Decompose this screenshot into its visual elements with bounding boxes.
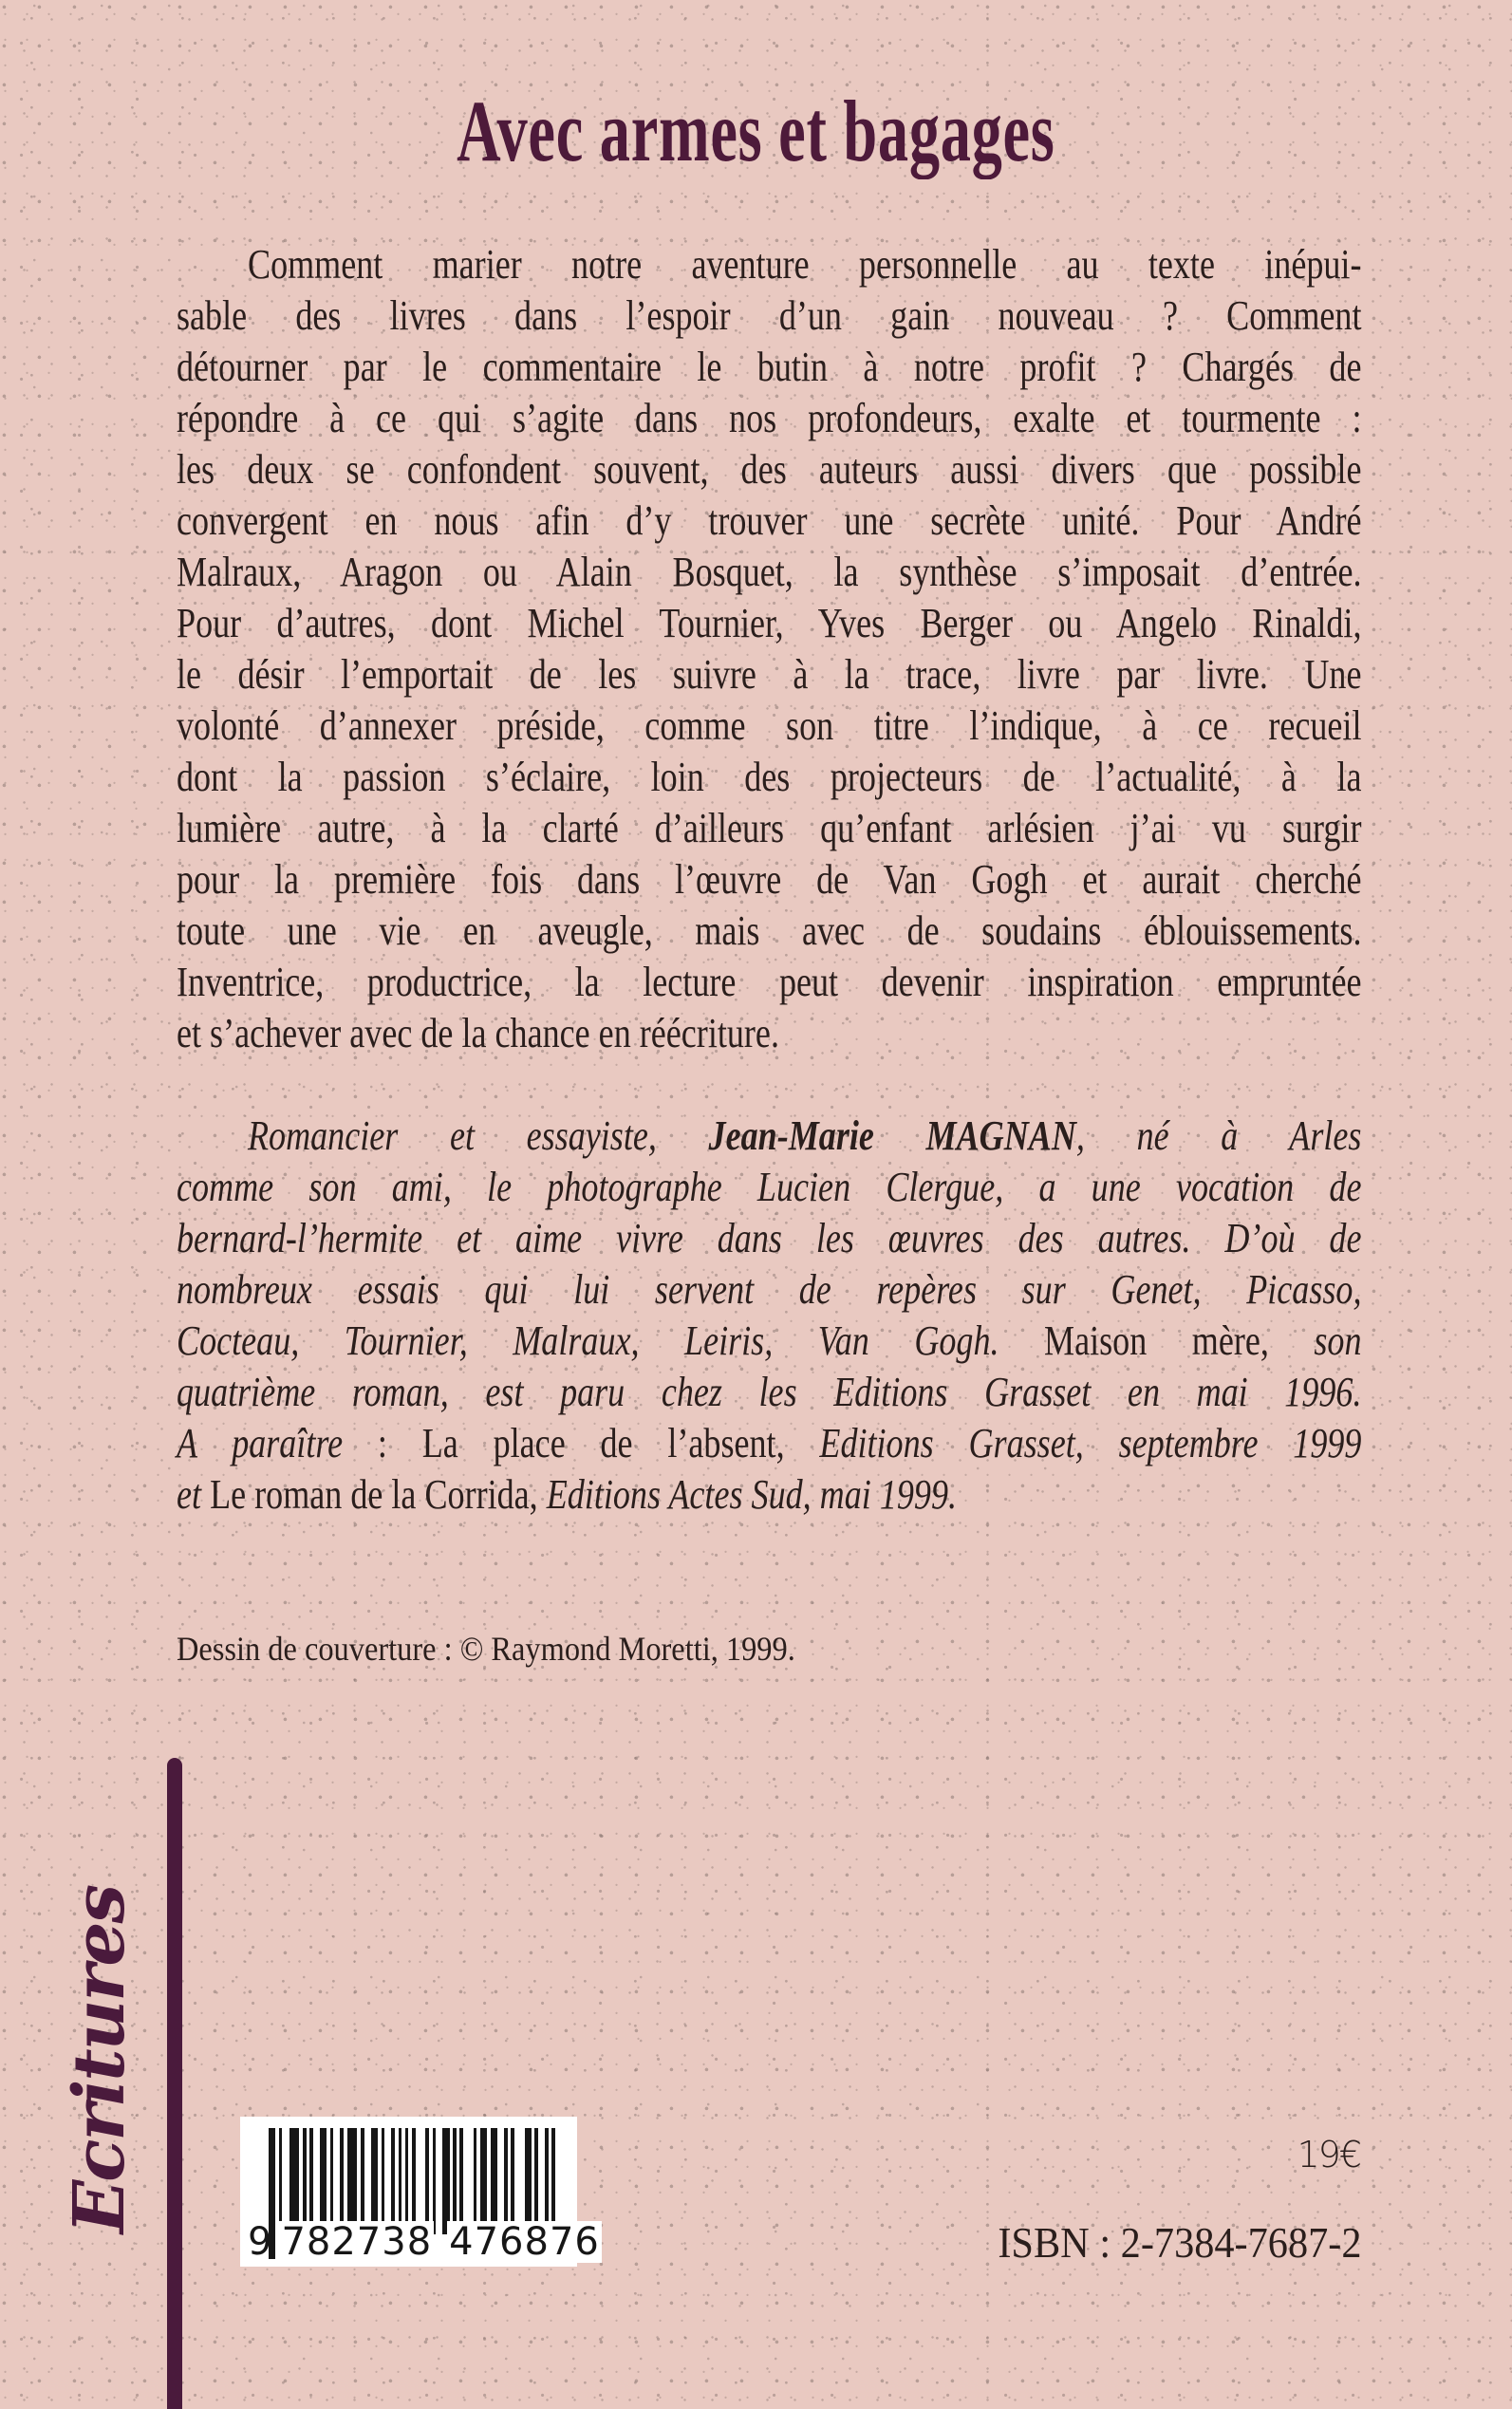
bio-text: Editions Grasset, septembre 1999 — [819, 1420, 1362, 1466]
blurb-line-text: volonté d’annexer préside, comme son titre l’indique, à ce recueil — [177, 702, 1362, 749]
blurb-line — [177, 495, 1361, 547]
blurb-line — [177, 957, 1361, 1008]
barcode-digits — [248, 2220, 600, 2264]
blurb-line — [177, 854, 1361, 906]
bio-text: comme son ami, le photographe Lucien Clergue, a une vocation de — [177, 1164, 1362, 1210]
blurb-line-text: sable des livres dans l’espoir d’un gain nouveau ? Comment — [177, 292, 1362, 339]
blurb-line-text: le désir l’emportait de les suivre à la trace, livre par livre. Une — [177, 651, 1362, 698]
bio-line — [177, 1418, 1361, 1469]
bio-text: , né à Arles — [1075, 1112, 1362, 1159]
blurb-line — [177, 649, 1361, 700]
blurb-line-text: toute une vie en aveugle, mais avec de soudains éblouissements. — [177, 907, 1362, 954]
bio-text: et — [177, 1471, 202, 1518]
book-title-ref: : La place de l’absent, — [343, 1420, 820, 1466]
blurb-line-text: Inventrice, productrice, la lecture peut devenir inspiration empruntée — [177, 959, 1362, 1005]
book-title-text: Avec armes et bagages — [457, 83, 1055, 179]
bio-text: quatrième roman, est paru chez les Editions Grasset en mai 1996. — [177, 1369, 1362, 1415]
barcode-right-group: 476876 — [449, 2220, 600, 2264]
blurb-line — [177, 393, 1361, 444]
blurb-line — [177, 700, 1361, 752]
blurb-line-text: Malraux, Aragon ou Alain Bosquet, la synthèse s’imposait d’entrée. — [177, 549, 1362, 595]
bio-text: Romancier et essayiste, — [248, 1112, 709, 1159]
author-bio — [177, 1111, 1361, 1521]
blurb-line-text: pour la première fois dans l’œuvre de Van Gogh et aurait cherché — [177, 856, 1362, 903]
blurb-line — [177, 598, 1361, 649]
bio-text: Editions Actes Sud, mai 1999. — [546, 1471, 958, 1518]
blurb-line-text: détourner par le commentaire le butin à notre profit ? Chargés de — [177, 344, 1362, 390]
blurb-line — [177, 444, 1361, 495]
author-name: Jean-Marie MAGNAN — [708, 1112, 1076, 1159]
blurb-line — [177, 803, 1361, 854]
blurb-line-text: convergent en nous afin d’y trouver une secrète unité. Pour André — [177, 497, 1362, 544]
blurb-line — [177, 752, 1361, 803]
blurb-line — [177, 547, 1361, 598]
book-title — [0, 84, 1512, 178]
blurb-line — [177, 906, 1361, 957]
blurb-line — [177, 290, 1361, 342]
bio-line — [177, 1111, 1361, 1162]
isbn-text: ISBN : 2-7384-7687-2 — [998, 2218, 1362, 2267]
book-title-ref: Le roman de la Corrida, — [201, 1471, 547, 1518]
bio-line — [177, 1316, 1361, 1367]
bio-line — [177, 1213, 1361, 1264]
blurb-line — [177, 342, 1361, 393]
collection-logo: Ecritures — [59, 1885, 140, 2234]
blurb-line-text: les deux se confondent souvent, des auteurs aussi divers que possible — [177, 446, 1362, 493]
book-title-ref: Maison mère, — [999, 1317, 1315, 1364]
blurb-line-text: lumière autre, à la clarté d’ailleurs qu’enfant arlésien j’ai vu surgir — [177, 805, 1362, 851]
cover-credit-text: Dessin de couverture : © Raymond Moretti, 1999. — [177, 1630, 795, 1668]
bio-text: nombreux essais qui lui servent de repères sur Genet, Picasso, — [177, 1266, 1362, 1313]
collection-logo-bar — [167, 1758, 182, 2409]
bio-line — [177, 1264, 1361, 1316]
price-label: 19€ — [1297, 2134, 1360, 2176]
bio-line — [177, 1367, 1361, 1418]
blurb-line-text: Comment marier notre aventure personnelle au texte inépui- — [248, 241, 1362, 288]
blurb-line-text: répondre à ce qui s’agite dans nos profondeurs, exalte et tourmente : — [177, 395, 1362, 441]
barcode-first-digit: 9 — [248, 2220, 272, 2264]
bio-text: Cocteau, Tournier, Malraux, Leiris, Van Gogh. — [177, 1317, 999, 1364]
blurb-line-text: dont la passion s’éclaire, loin des projecteurs de l’actualité, à la — [177, 754, 1362, 800]
bio-text: bernard-l’hermite et aime vivre dans les œuvres des autres. D’où de — [177, 1215, 1362, 1261]
blurb-line — [177, 239, 1361, 290]
cover-credit — [177, 1628, 864, 1670]
back-cover-blurb — [177, 239, 1361, 1059]
bio-text: A paraître — [177, 1420, 344, 1466]
bio-line — [177, 1469, 1361, 1521]
barcode-left-group: 782738 — [281, 2220, 433, 2264]
bio-text: son — [1314, 1317, 1362, 1364]
ean-barcode — [240, 2117, 600, 2267]
bio-line — [177, 1162, 1361, 1213]
blurb-line-text: et s’achever avec de la chance en réécriture. — [177, 1010, 779, 1056]
isbn-label — [966, 2219, 1362, 2267]
blurb-line — [177, 1008, 1361, 1059]
blurb-line-text: Pour d’autres, dont Michel Tournier, Yves Berger ou Angelo Rinaldi, — [177, 600, 1362, 646]
